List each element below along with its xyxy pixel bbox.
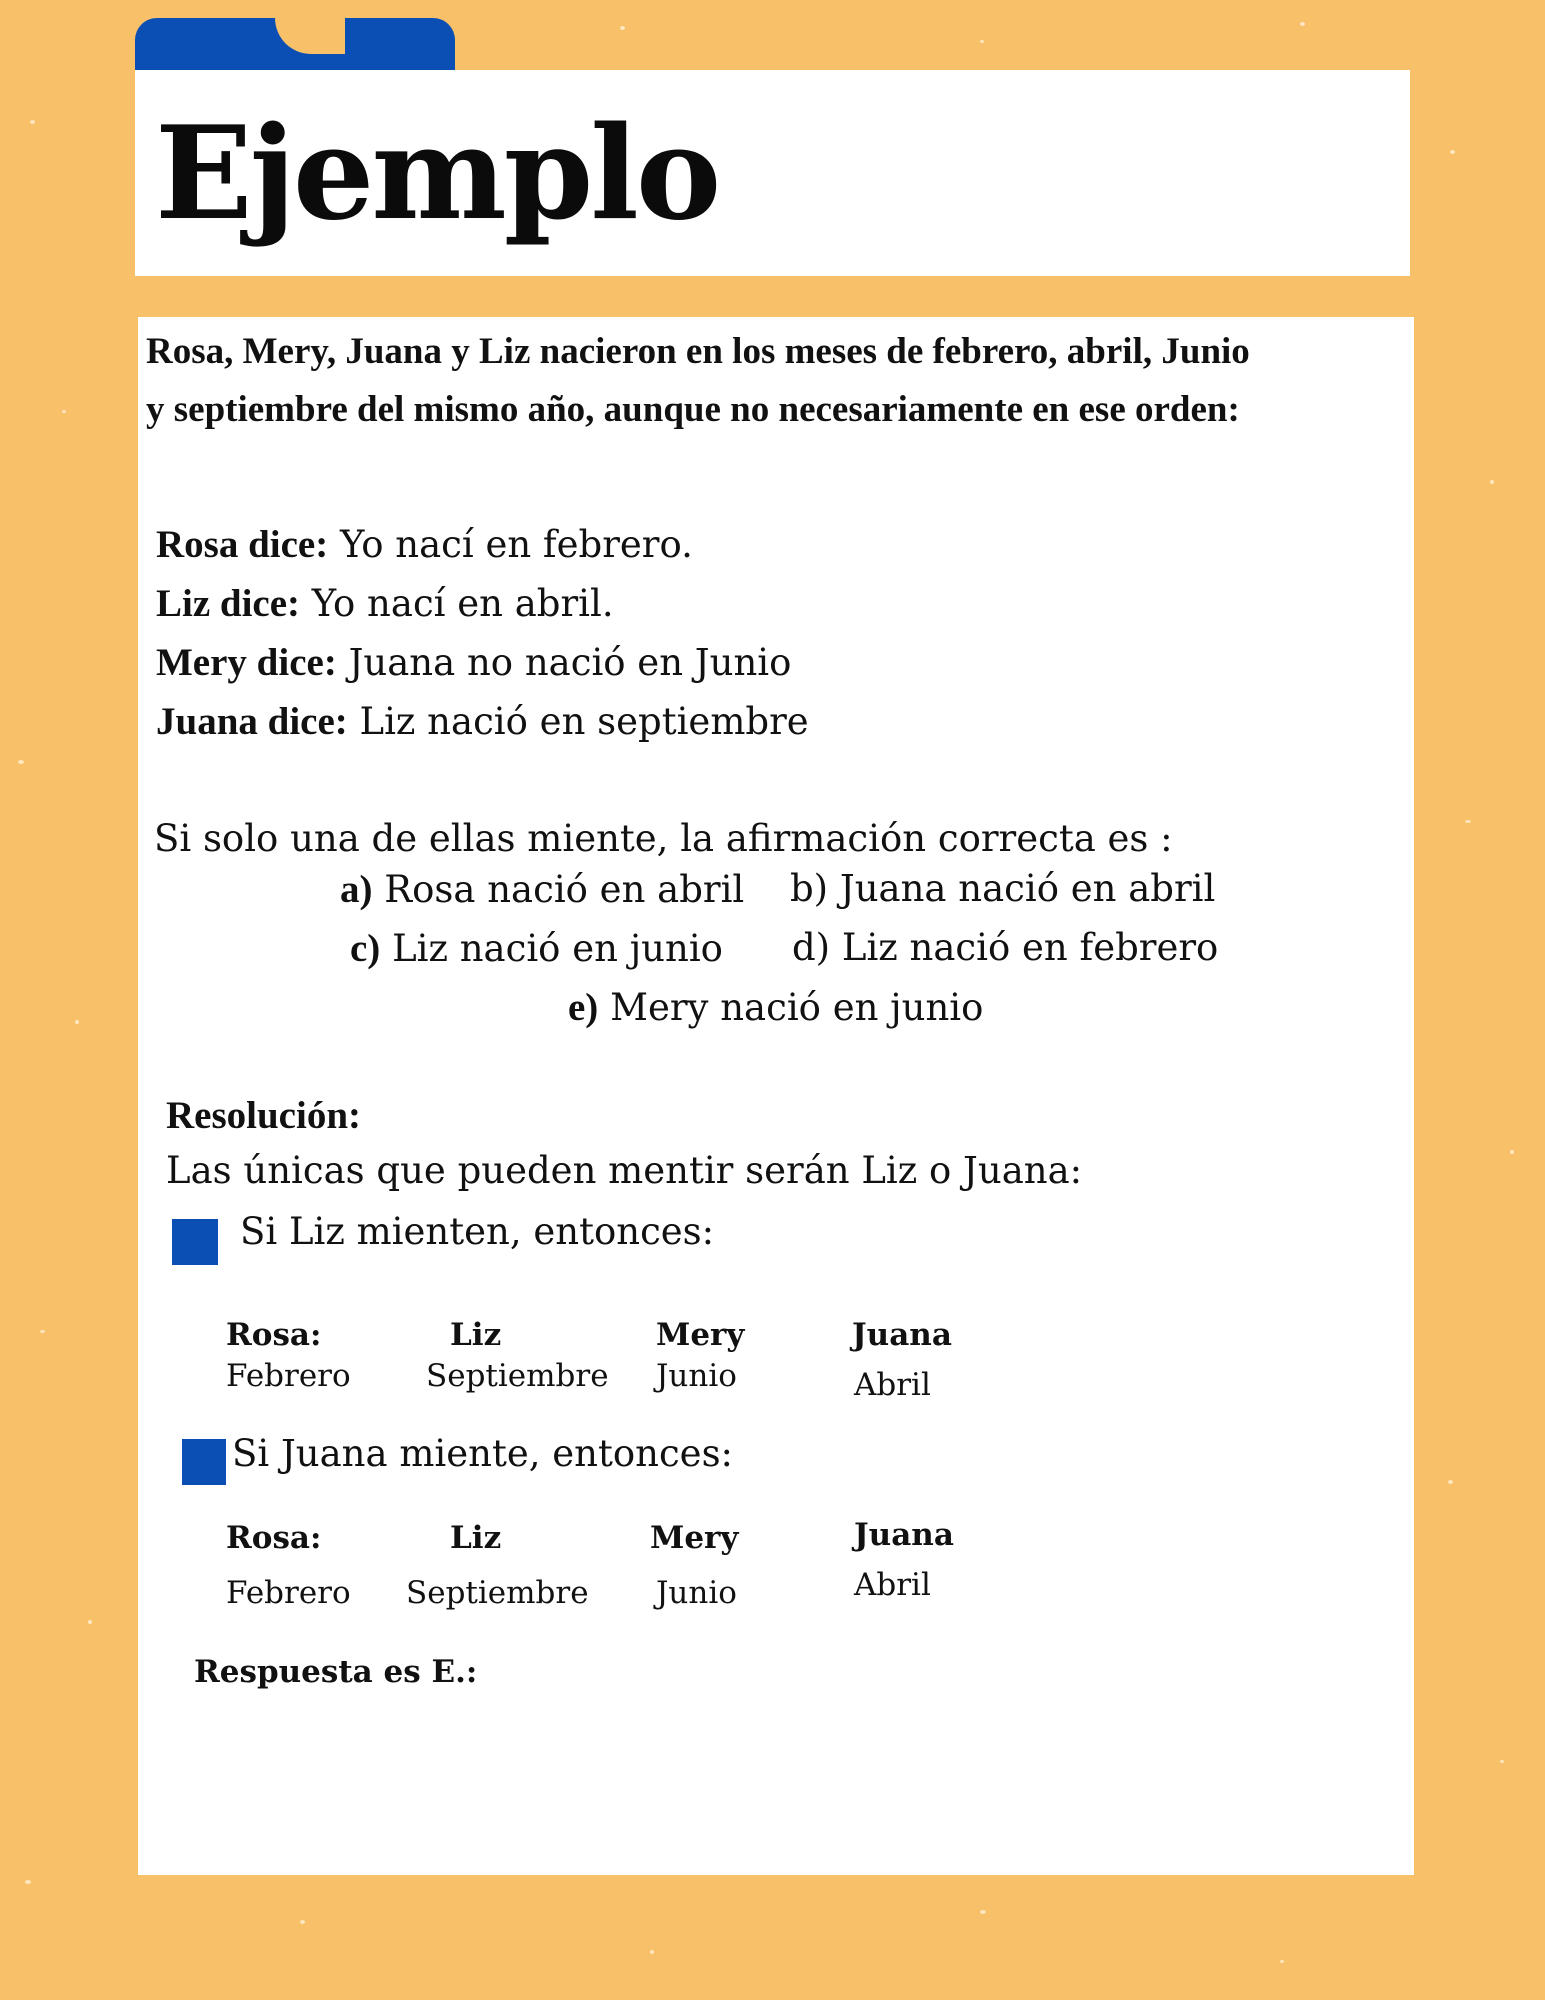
title-card: [135, 70, 1410, 276]
case2-label: Si Juana miente, entonces:: [232, 1432, 734, 1475]
bullet-square: [172, 1219, 218, 1265]
case2-value-juana: Abril: [854, 1567, 931, 1603]
statement-mery: Mery dice: Juana no nació en Junio: [156, 641, 792, 684]
case2-header-mery: Mery: [650, 1520, 739, 1556]
intro-line-1: Rosa, Mery, Juana y Liz nacieron en los meses de febrero, abril, Junio: [146, 331, 1250, 372]
resolution-intro: Las únicas que pueden mentir serán Liz o Juana:: [166, 1149, 1083, 1192]
case1-header-rosa: Rosa:: [226, 1317, 322, 1353]
statement-juana: Juana dice: Liz nació en septiembre: [156, 700, 809, 743]
case2-value-liz: Septiembre: [406, 1575, 589, 1611]
case2-value-mery: Junio: [656, 1575, 737, 1611]
option-c: c) Liz nació en junio: [350, 927, 723, 970]
option-a: a) Rosa nació en abril: [340, 868, 745, 911]
case1-header-juana: Juana: [852, 1317, 952, 1353]
option-d: d) Liz nació en febrero: [792, 926, 1219, 969]
case2-header-juana: Juana: [854, 1517, 954, 1553]
statement-liz: Liz dice: Yo nací en abril.: [156, 582, 614, 625]
option-b: b) Juana nació en abril: [790, 867, 1216, 910]
case2-value-rosa: Febrero: [226, 1575, 351, 1611]
case1-header-liz: Liz: [450, 1317, 502, 1353]
statement-rosa: Rosa dice: Yo nací en febrero.: [156, 523, 693, 566]
case1-value-mery: Junio: [656, 1358, 737, 1394]
case1-header-mery: Mery: [656, 1317, 745, 1353]
case1-label: Si Liz mienten, entonces:: [240, 1210, 715, 1253]
case2-header-liz: Liz: [450, 1520, 502, 1556]
case1-value-juana: Abril: [854, 1367, 931, 1403]
case1-value-rosa: Febrero: [226, 1358, 351, 1394]
question-text: Si solo una de ellas miente, la afirmación correcta es :: [154, 817, 1173, 860]
page-title: Ejemplo: [155, 99, 719, 249]
content-card: [138, 317, 1414, 1875]
option-e: e) Mery nació en junio: [568, 986, 984, 1029]
resolution-heading: Resolución:: [166, 1094, 361, 1137]
answer-text: Respuesta es E.:: [194, 1654, 478, 1690]
bullet-square: [182, 1439, 226, 1485]
intro-line-2: y septiembre del mismo año, aunque no necesariamente en ese orden:: [146, 389, 1240, 430]
case2-header-rosa: Rosa:: [226, 1520, 322, 1556]
case1-value-liz: Septiembre: [426, 1358, 609, 1394]
